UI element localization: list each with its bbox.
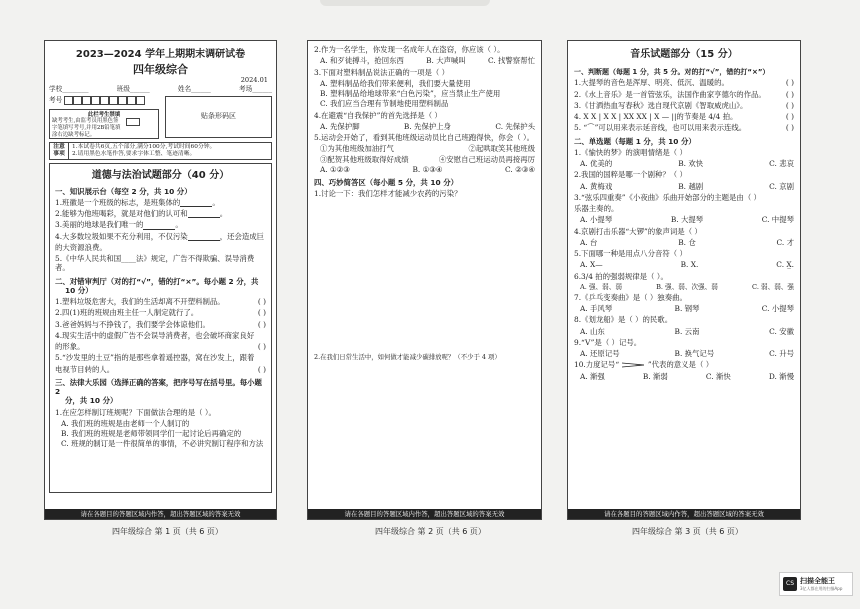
s2-item-5b[interactable]: 电视节目转的人。 ( ) — [55, 364, 266, 374]
music-q1-options[interactable]: A. 优美的 B. 欢快 C. 悲哀 — [580, 159, 794, 168]
music-judge-2[interactable]: 2.《水上音乐》是一首管弦乐，法国作曲家亨德尔的作品。 ( ) — [574, 89, 794, 99]
exam-number-row: 考号 — [49, 96, 159, 105]
page-footer: 请在各题目的答题区域内作答，超出答题区域的答案无效 — [45, 509, 276, 519]
student-info-bar — [45, 85, 276, 93]
header-boxes — [49, 96, 272, 139]
s3-heading: 三、法律大乐园（选择正确的答案，把序号写在括号里。每小题 2 — [55, 377, 262, 397]
top-edge-smudge — [320, 0, 490, 6]
music-q1[interactable]: 1.《愉快的梦》的演唱情绪是（ ） — [574, 147, 687, 157]
section-title: 道德与法治试题部分（40 分） — [91, 170, 230, 182]
p2-q5-options[interactable]: A. ①②③ B. ①③④ C. ②③④ — [320, 164, 535, 174]
moral-law-section: 道德与法治试题部分（40 分） 一、知识展示台（每空 2 分，共 10 分） 1.班徽是一个班级的标志，是班集体的 。 2.能够为他班喝彩，就是对他们的认可和 。 3.美丽的地球是我们唯一的 。 4.大多数垃圾如果不充分利用，不仅污染 ，还会造成巨 的大资源浪费。 5.《中华人民共和国____法》规定，广告不得欺骗、误导消费者。 二、对错审判厅（对的打“√”，错的打“×”。每小题 2 分，共 10 分） 1.塑料垃圾危害大，我们的生活却离不开塑料制品。 ( ) 2.四(1)班的班规由班主任一人制定就行了。 ( ) 3.爸爸妈妈与不挣钱了，我们要学会体谅他们。 ( ) 4.现实生活中的虚假广告不会误导消费者，也会破坏商家良好 的形象。 ( ) 5.“沙发里的土豆”指的是那些拿着遥控器，窝在沙发上，跟着 电视节目转的人。 ( ) 三、法律大乐园（选择正确的答案，把序号写在括号里。每小题 2 分，共 10 分） 1.在应怎样制订班规呢？下面做法合理的是（ ）。 A. 我们班的班规是由老师一个人制订的 B. 我们班的班规是老师带领同学们一起讨论后再确定的 C. 班规的制订是一件很简单的事情，不必讲究制订程序和方法 — [49, 163, 272, 493]
s1-item-4[interactable]: 4.大多数垃圾如果不充分利用，不仅污染 ，还会造成巨 — [55, 231, 265, 241]
p2-q3-option-a[interactable]: A. 塑料制品给我们带来便利，我们要大量使用 — [320, 78, 471, 88]
p2-q5[interactable]: 5.运动会开始了，看到其他班级运动员比自己班跑得快，你会（ ）。 — [314, 133, 535, 142]
exam-page-1 — [44, 40, 277, 520]
exam-title: 2023—2024 学年上期期末调研试卷 — [75, 49, 246, 60]
exam-subtitle: 四年级综合 — [133, 62, 188, 76]
badge-subtitle: 3亿人都在用的扫描App — [800, 586, 843, 591]
answer-area-1[interactable] — [314, 201, 535, 351]
music-s2-heading: 二、单选题（每题 1 分，共 10 分） — [574, 136, 696, 146]
s1-item-4b: 的大资源浪费。 — [55, 242, 107, 252]
music-q10[interactable]: 10.力度记号“ ”代表的意义是（ ） — [574, 360, 714, 370]
p2-s4-heading: 四、巧妙简答区（每小题 5 分，共 10 分） — [314, 178, 458, 187]
p2-q4[interactable]: 4.在避震“自我保护”的首先选择是（ ） — [314, 110, 442, 120]
music-q4[interactable]: 4.京剧打击乐器“大锣”的象声词是（ ） — [574, 226, 702, 236]
s2-item-5: 5.“沙发里的土豆”指的是那些拿着遥控器，窝在沙发上，跟着 — [55, 353, 255, 363]
music-q8[interactable]: 8.《划龙船》是（ ）的民歌。 — [574, 315, 673, 325]
absent-mark-box[interactable] — [126, 118, 140, 126]
music-q7[interactable]: 7.《乒乓变奏曲》是（ ）独奏曲。 — [574, 292, 687, 302]
music-q3[interactable]: 3.“弦乐四重奏”《小夜曲》乐曲开始部分的主题是由（ ） — [574, 192, 761, 202]
camscanner-icon: CS — [783, 577, 797, 591]
p2-q3[interactable]: 3.下面对塑料制品说法正确的一项是（ ） — [314, 67, 450, 77]
music-q2-options[interactable]: A. 黄梅戏 B. 越剧 C. 京剧 — [580, 181, 794, 191]
exam-page-2 — [307, 40, 542, 520]
notice-box: 注意事项 1.本试卷共6页,五个部分,满分100分,考试时间60分钟。 2.请用黑色水笔作答,要求字体工整、笔迹清晰。 — [49, 142, 272, 160]
music-q5[interactable]: 5.下面哪一种是用点八分音符（ ） — [574, 249, 687, 258]
p2-q4-options[interactable]: A. 先保护脚 B. 先保护上身 C. 先保护头 — [320, 121, 535, 131]
exam-page-3 — [567, 40, 801, 520]
exam-date: 2024.01 — [240, 76, 268, 85]
s1-item-1[interactable]: 1.班徽是一个班级的标志，是班集体的 。 — [55, 197, 220, 207]
music-s1-heading: 一、判断题（每题 1 分，共 5 分。对的打“√”，错的打“×”） — [574, 67, 770, 76]
music-judge-5[interactable]: 5. “⌒”可以用来表示延音线，也可以用来表示连线。 ( ) — [574, 123, 794, 133]
name-field[interactable]: 姓名______ — [177, 85, 211, 94]
music-q9-options[interactable]: A. 还原记号 B. 换气记号 C. 升号 — [580, 349, 794, 359]
s2-item-1[interactable]: 1.塑料垃圾危害大，我们的生活却离不开塑料制品。 ( ) — [55, 297, 266, 307]
music-q10-options[interactable]: A. 渐强 B. 渐弱 C. 渐快 D. 渐慢 — [580, 371, 794, 381]
exam-number-boxes[interactable] — [64, 96, 145, 105]
s2-item-2[interactable]: 2.四(1)班的班规由班主任一人制定就行了。 ( ) — [55, 308, 266, 318]
forbid-box: 此栏考生禁填 缺考考生,由监考员用黑色签字笔填写考号,并用2B铅笔填涂右边缺考标记。 — [49, 109, 159, 139]
page-footer: 请在各题目的答题区域内作答，超出答题区域的答案无效 — [308, 509, 541, 519]
music-judge-3[interactable]: 3.《甘洒热血写春秋》选自现代京剧《智取威虎山》。 ( ) — [574, 100, 794, 110]
s1-heading: 一、知识展示台（每空 2 分，共 10 分） — [55, 186, 192, 196]
music-q7-options[interactable]: A. 手风琴 B. 钢琴 C. 小提琴 — [580, 304, 794, 314]
page-footer: 请在各题目的答题区域内作答，超出答题区域的答案无效 — [568, 509, 800, 519]
s2-item-4b[interactable]: 的形象。 ( ) — [55, 342, 266, 352]
p2-q3-option-b[interactable]: B. 塑料制品给地球带来“白色污染”，应当禁止生产使用 — [320, 89, 501, 98]
barcode-area: 贴条形码区 — [165, 96, 272, 138]
s3-option-b[interactable]: B. 我们班的班规是老师带领同学们一起讨论后再确定的 — [61, 429, 242, 439]
p2-s4-q1: 1.讨论一下：我们怎样才能减少农药的污染？ — [314, 189, 462, 199]
p2-q2[interactable]: 2.作为一名学生，你发现一名成年人在盗窃，你应该（ ）。 — [314, 45, 505, 54]
s1-item-2[interactable]: 2.能够为他班喝彩，就是对他们的认可和 。 — [55, 209, 228, 219]
music-judge-1[interactable]: 1.大提琴的音色是浑厚、明亮、低沉、温暖的。 ( ) — [574, 78, 794, 88]
s2-item-4: 4.现实生活中的虚假广告不会误导消费者，也会破坏商家良好 — [55, 330, 255, 340]
s2-heading: 二、对错审判厅（对的打“√”，错的打“×”。每小题 2 分，共 — [55, 276, 259, 286]
p2-s4-q2: 2.在我们日常生活中，如何做才能减少碳排放呢？（不少于 4 项） — [314, 352, 501, 361]
music-section-title: 音乐试题部分（15 分） — [630, 49, 738, 60]
s3-question-1[interactable]: 1.在应怎样制订班规呢？下面做法合理的是（ ）。 — [55, 407, 216, 417]
s1-item-3[interactable]: 3.美丽的地球是我们唯一的 。 — [55, 220, 183, 230]
school-field[interactable]: 学校________ — [49, 85, 89, 94]
music-q9[interactable]: 9.“V”是（ ）记号。 — [574, 337, 642, 347]
p2-q5-statements-1: ①为其他班级加油打气 ②起哄取笑其他班级 — [320, 144, 535, 154]
s2-item-3[interactable]: 3.爸爸妈妈与不挣钱了，我们要学会体谅他们。 ( ) — [55, 319, 266, 329]
music-q3-options[interactable]: A. 小提琴 B. 大提琴 C. 中提琴 — [580, 215, 794, 225]
class-field[interactable]: 班级______ — [116, 85, 150, 94]
s1-item-5[interactable]: 5.《中华人民共和国____法》规定，广告不得欺骗、误导消费者。 — [55, 254, 255, 273]
scanner-app-badge — [779, 572, 853, 596]
page-number-1: 四年级综合 第 1 页（共 6 页） — [112, 527, 223, 536]
music-q6[interactable]: 6.3/4 拍的强弱规律是（ ）。 — [574, 271, 668, 281]
answer-area-2[interactable] — [314, 363, 535, 503]
music-q3-cont: 乐器主奏的。 — [574, 204, 619, 213]
music-q5-options[interactable]: A. X— B. X. C. X̲. — [580, 260, 794, 270]
music-q2[interactable]: 2.我国的国粹是哪一个剧种？（ ） — [574, 170, 687, 180]
music-q4-options[interactable]: A. 台 B. 仓 C. 才 — [580, 237, 794, 247]
music-q8-options[interactable]: A. 山东 B. 云南 C. 安徽 — [580, 326, 794, 336]
page-number-2: 四年级综合 第 2 页（共 6 页） — [375, 527, 486, 536]
music-q6-options[interactable]: A. 强、弱、弱 B. 强、弱、次强、弱 C. 弱、弱、强 — [580, 282, 794, 291]
badge-title: 扫描全能王 — [800, 577, 835, 585]
decrescendo-icon — [621, 362, 645, 368]
p2-q2-options[interactable]: A. 和歹徒搏斗，抢回东西 B. 大声喊叫 C. 找警察帮忙 — [320, 56, 535, 66]
page-number-3: 四年级综合 第 3 页（共 6 页） — [632, 527, 743, 536]
p2-q5-statements-2: ③配贺其他班级取得好成绩 ④安慰自己班运动员再接再厉 — [320, 154, 535, 164]
room-field[interactable]: 考场______ — [239, 85, 272, 94]
s3-option-a[interactable]: A. 我们班的班规是由老师一个人制订的 — [61, 418, 190, 428]
music-judge-4[interactable]: 4. X X | X X | XX XX | X — ||的节奏是 4/4 拍。 ( ) — [574, 112, 794, 121]
s3-option-c[interactable]: C. 班规的制订是一件很简单的事情，不必讲究制订程序和方法 — [61, 439, 264, 449]
p2-q3-option-c[interactable]: C. 我们应当合理有节制地使用塑料制品 — [320, 99, 449, 109]
